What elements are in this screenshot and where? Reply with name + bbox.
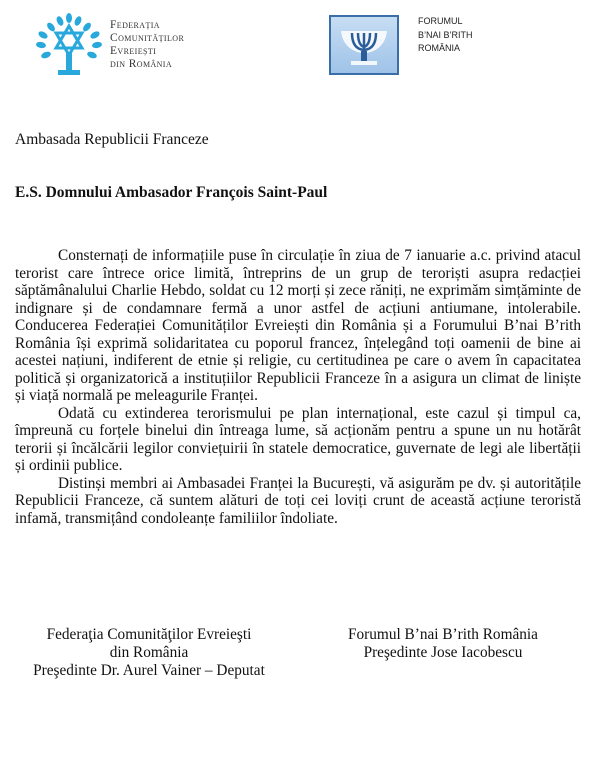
paragraph: Odată cu extinderea terorismului pe plan internațional, este cazul și timpul ca, împreună cu forțele binelui din întreaga lume, să acționăm pentru a spune un nu hotărât terorii și încălcării legilor conviețuirii în statele democratice, guvernate de legi ale libertății și ordinii publice.: [15, 404, 581, 474]
signature-line: Preşedinte Jose Iacobescu: [363, 644, 523, 661]
signature-line: Forumul B’nai B’rith România: [348, 626, 538, 643]
addressee-line: E.S. Domnului Ambasador François Saint-Paul: [15, 184, 328, 201]
signature-line: din România: [109, 644, 189, 661]
logo-line: ROMÂNIA: [418, 43, 461, 53]
logo-line: Federația: [110, 19, 160, 31]
paragraph: Distinși membri ai Ambasadei Franței la București, vă asigurăm pe dv. și autoritățile Republicii Franceze, că suntem alături de toți cei loviți crunt de această acțiune teroristă infamă, transmițând condoleanțe familiilor îndoliate.: [15, 474, 581, 527]
federation-logo-text: [110, 19, 184, 71]
menorah-cup-icon: [329, 15, 399, 75]
logo-line: Evreiești: [110, 45, 157, 57]
recipient-line: Ambasada Republicii Franceze: [15, 131, 209, 148]
star-of-david-tree-icon: [34, 12, 104, 78]
signature-line: Federaţia Comunităţilor Evreieşti: [46, 626, 252, 643]
logo-line: Comunităților: [110, 32, 185, 44]
bnai-brith-logo-text: [418, 15, 473, 56]
logo-line: FORUMUL: [418, 16, 463, 26]
signature-federation: [15, 626, 283, 680]
logo-line: B’NAI B’RITH: [418, 29, 473, 40]
signature-line: Preşedinte Dr. Aurel Vainer – Deputat: [33, 662, 265, 679]
logo-line: din România: [110, 58, 173, 70]
paragraph: Consternați de informațiile puse în circulație în ziua de 7 ianuarie a.c. privind atacul terorist care întrece orice limită, întreprins de un grup de teroriști asupra redacției săptămânalului Charlie Hebdo, soldat cu 12 morți și zece răniți, ne exprimăm simțăminte de indignare și de condamnare fermă a unor astfel de acțiuni antiumane, intolerabile. Conducerea Federației Comunităților Evreiești din România și a Forumului B’nai B’rith România își exprimă solidaritatea cu poporul francez, înțelegând toți oamenii de bine ai acestei națiuni, indiferent de etnie și religie, cu certitudinea pe care o avem în capacitatea politică și organizatorică a instituțiilor Republicii Franceze în a asigura un climat de liniște și viață normală pe meleagurile Franței.: [15, 247, 581, 404]
signature-bnai-brith: [308, 626, 578, 662]
letter-body: [15, 247, 581, 527]
